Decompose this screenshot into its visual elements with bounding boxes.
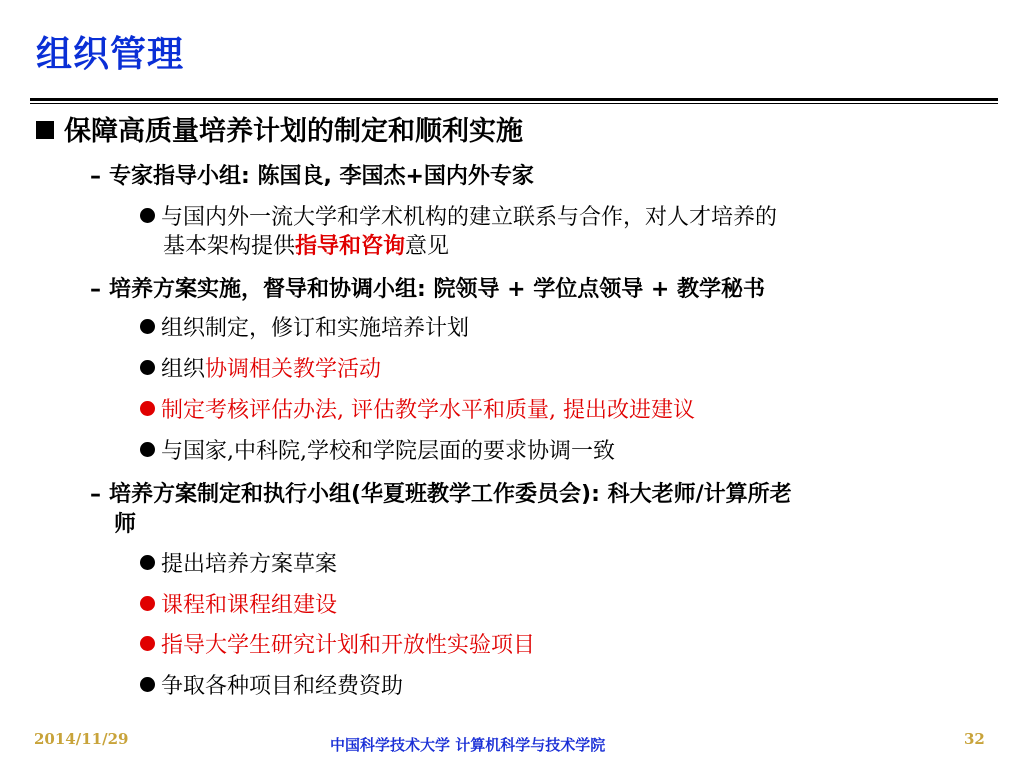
dash-bullet-icon: – [90, 482, 101, 507]
group-plan-head [90, 484, 792, 506]
supervise-bullet-1-text: 组织制定，修订和实施培养计划 [161, 316, 470, 341]
dot-bullet-icon [140, 442, 155, 457]
supervise-bullet-4-text: 与国家,中科院,学校和学院层面的要求协调一致 [161, 439, 615, 464]
dot-bullet-icon [140, 360, 155, 375]
dot-bullet-icon [140, 208, 155, 223]
plan-bullet-3 [140, 635, 535, 657]
group-plan-head-line1: 培养方案制定和执行小组(华夏班教学工作委员会): 科大老师/计算所老 [109, 482, 792, 507]
group-supervise-head-text: 培养方案实施，督导和协调小组: 院领导 + 学位点领导 + 教学秘书 [109, 277, 765, 302]
plan-bullet-2-text: 课程和课程组建设 [161, 593, 338, 618]
expert-bullet-1-post: 意见 [405, 234, 450, 259]
dot-bullet-icon [140, 319, 155, 334]
supervise-bullet-3 [140, 400, 695, 422]
plan-bullet-1-text: 提出培养方案草案 [161, 552, 338, 577]
plan-bullet-1 [140, 554, 337, 576]
supervise-bullet-2 [140, 359, 381, 381]
dot-bullet-icon [140, 401, 155, 416]
level1-text: 保障高质量培养计划的制定和顺利实施 [64, 116, 523, 147]
square-bullet-icon [36, 121, 54, 139]
dot-bullet-icon [140, 555, 155, 570]
footer-institution: 中国科学技术大学 计算机科学与技术学院 [330, 736, 606, 754]
expert-bullet-1 [140, 207, 777, 229]
expert-bullet-1-pre: 基本架构提供 [163, 234, 296, 259]
level1-item [36, 118, 523, 145]
group-expert-head [90, 166, 534, 188]
footer-date: 2014/11/29 [34, 730, 129, 748]
group-expert-head-text: 专家指导小组: 陈国良, 李国杰+国内外专家 [109, 164, 534, 189]
title-divider-thick [30, 98, 998, 101]
supervise-bullet-1 [140, 318, 469, 340]
supervise-bullet-2-pre: 组织 [161, 357, 206, 382]
plan-bullet-3-text: 指导大学生研究计划和开放性实验项目 [161, 633, 536, 658]
plan-bullet-4-text: 争取各种项目和经费资助 [161, 674, 404, 699]
footer-page-number: 32 [964, 730, 985, 748]
supervise-bullet-3-text: 制定考核评估办法, 评估教学水平和质量, 提出改进建议 [161, 398, 695, 423]
plan-bullet-2 [140, 595, 337, 617]
dot-bullet-icon [140, 636, 155, 651]
dash-bullet-icon: – [90, 277, 101, 302]
supervise-bullet-4 [140, 441, 615, 463]
dash-bullet-icon: – [90, 164, 101, 189]
expert-bullet-1-highlight: 指导和咨询 [295, 234, 406, 259]
group-plan-head-cont [114, 514, 136, 536]
plan-bullet-4 [140, 676, 403, 698]
dot-bullet-icon [140, 596, 155, 611]
slide-title: 组织管理 [36, 34, 185, 75]
expert-bullet-1-line1: 与国内外一流大学和学术机构的建立联系与合作，对人才培养的 [161, 205, 778, 230]
expert-bullet-1-cont [163, 236, 449, 258]
group-plan-head-line2: 师 [114, 512, 137, 537]
dot-bullet-icon [140, 677, 155, 692]
title-divider-thin [30, 103, 998, 104]
group-supervise-head [90, 279, 765, 301]
supervise-bullet-2-red: 协调相关教学活动 [205, 357, 382, 382]
